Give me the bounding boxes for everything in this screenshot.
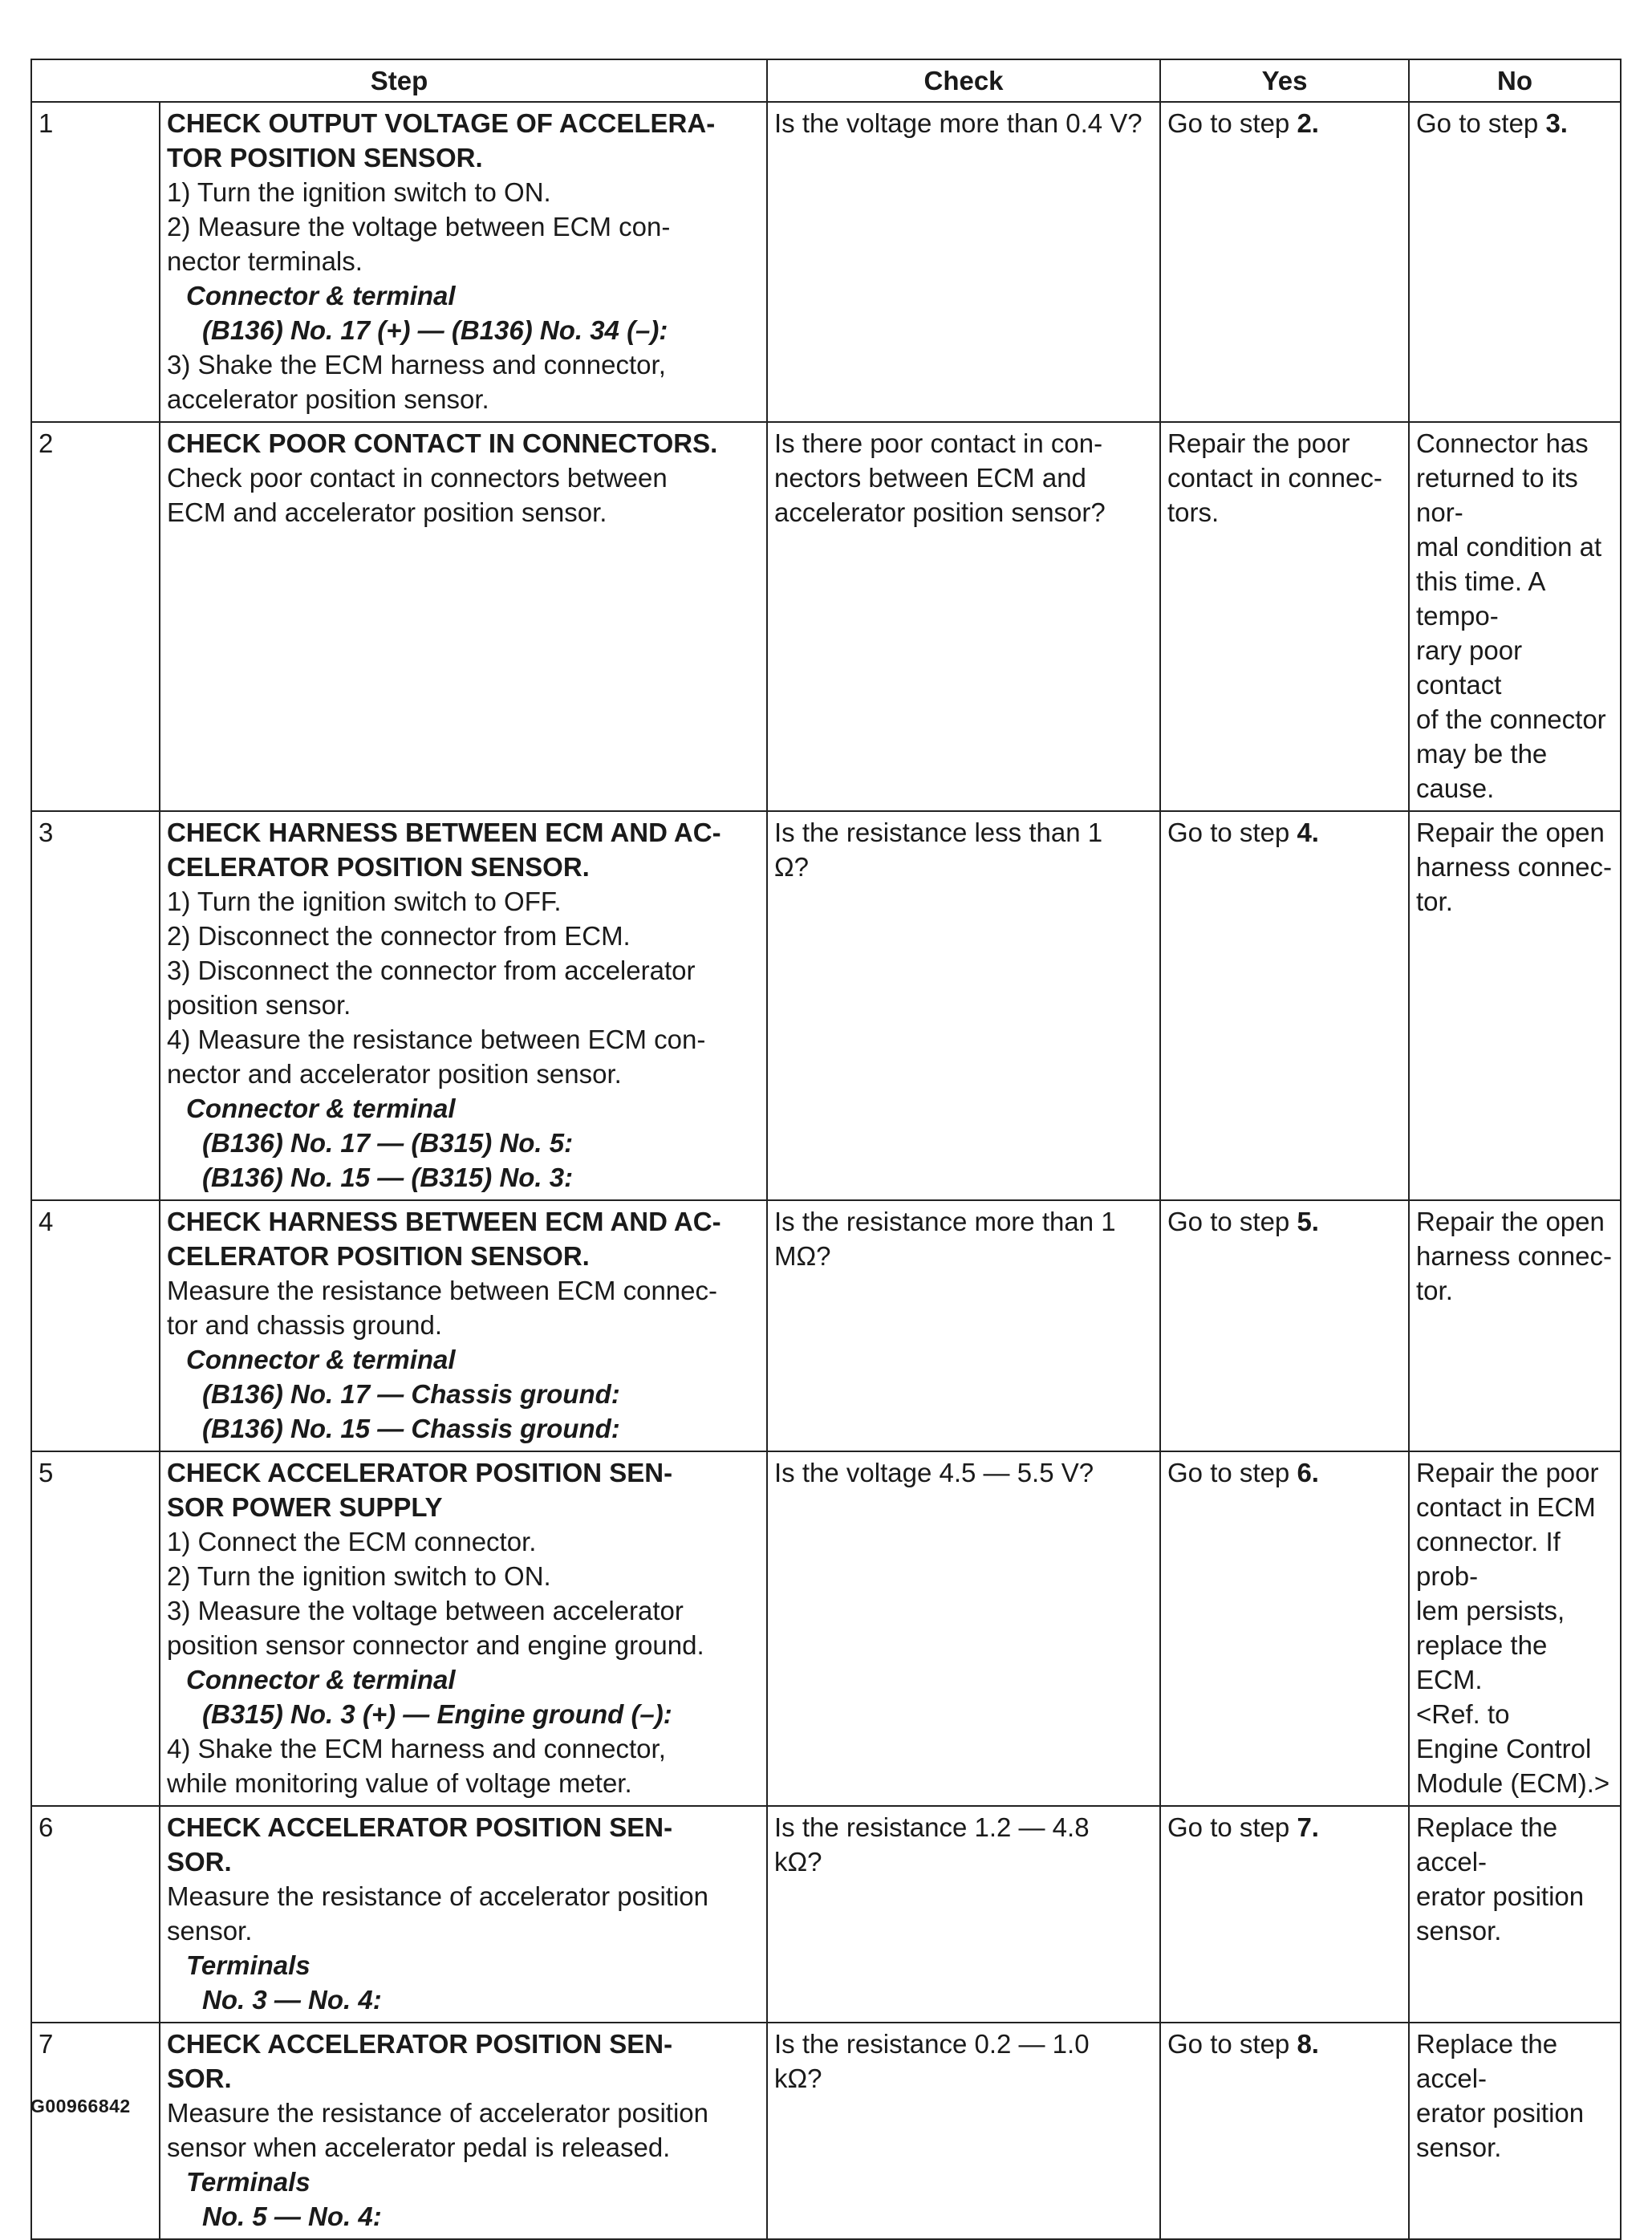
yes-goto-text: Go to step [1167, 1207, 1297, 1236]
yes-text-line: Repair the poor [1167, 428, 1350, 458]
check-question [767, 1200, 1160, 1451]
header-step: Step [31, 59, 767, 102]
step-instruction: ECM and accelerator position sensor. [167, 497, 607, 527]
step-title: CHECK HARNESS BETWEEN ECM AND AC- [167, 1207, 721, 1236]
no-action [1409, 1451, 1621, 1806]
no-text-line: rary poor contact [1416, 635, 1523, 700]
connector-terminal: (B136) No. 17 — (B315) No. 5: [202, 1128, 574, 1158]
table-row [31, 811, 1621, 1200]
check-question [767, 1451, 1160, 1806]
check-question [767, 811, 1160, 1200]
no-text-line: Replace the accel- [1416, 2029, 1558, 2093]
step-instruction: 2) Disconnect the connector from ECM. [167, 921, 631, 951]
no-text-line: erator position [1416, 1881, 1585, 1911]
step-instruction: position sensor. [167, 990, 351, 1020]
step-title: CHECK HARNESS BETWEEN ECM AND AC- [167, 818, 721, 847]
no-text-line: Repair the open [1416, 1207, 1605, 1236]
connector-heading: Connector & terminal [186, 281, 456, 310]
step-instruction: position sensor connector and engine ground. [167, 1630, 704, 1660]
table-row [31, 422, 1621, 811]
check-line: MΩ? [774, 1241, 831, 1271]
yes-action [1160, 1451, 1409, 1806]
step-description [160, 1451, 767, 1806]
check-question [767, 1806, 1160, 2023]
no-text-line: sensor. [1416, 1916, 1502, 1946]
step-number: 1 [31, 102, 160, 422]
yes-goto-step: 2. [1297, 108, 1319, 138]
step-instruction: Measure the resistance of accelerator position [167, 2098, 709, 2128]
yes-action [1160, 1200, 1409, 1451]
no-text-line: Repair the open [1416, 818, 1605, 847]
no-text-line: harness connec- [1416, 1241, 1612, 1271]
no-action [1409, 102, 1621, 422]
table-row [31, 1806, 1621, 2023]
check-line: Ω? [774, 852, 810, 882]
no-text-line: tor. [1416, 1276, 1453, 1305]
connector-terminal: No. 5 — No. 4: [202, 2201, 382, 2231]
step-instruction: 3) Shake the ECM harness and connector, [167, 350, 666, 379]
no-text-line: mal condition at [1416, 532, 1602, 562]
header-check: Check [767, 59, 1160, 102]
connector-terminal: (B136) No. 15 — (B315) No. 3: [202, 1163, 574, 1192]
check-line: Is the resistance 1.2 — 4.8 [774, 1812, 1090, 1842]
yes-goto-step: 7. [1297, 1812, 1319, 1842]
no-action [1409, 1806, 1621, 2023]
step-instruction: 3) Disconnect the connector from accelerator [167, 956, 696, 985]
connector-terminal: (B136) No. 15 — Chassis ground: [202, 1414, 620, 1443]
step-description [160, 811, 767, 1200]
no-text-line: contact in ECM [1416, 1492, 1596, 1522]
step-number: 5 [31, 1451, 160, 1806]
yes-text-line: tors. [1167, 497, 1220, 527]
connector-heading: Connector & terminal [186, 1345, 456, 1374]
connector-terminal: (B136) No. 17 — Chassis ground: [202, 1379, 620, 1409]
step-instruction: accelerator position sensor. [167, 384, 489, 414]
step-title: CHECK ACCELERATOR POSITION SEN- [167, 1812, 673, 1842]
check-line: Is there poor contact in con- [774, 428, 1103, 458]
yes-action [1160, 811, 1409, 1200]
check-line: Is the voltage 4.5 — 5.5 V? [774, 1458, 1094, 1487]
step-number: 2 [31, 422, 160, 811]
no-action [1409, 422, 1621, 811]
connector-heading: Terminals [186, 2167, 311, 2197]
step-title: CELERATOR POSITION SENSOR. [167, 852, 590, 882]
step-instruction: sensor when accelerator pedal is released. [167, 2132, 671, 2162]
yes-goto [1167, 1810, 1402, 1844]
yes-goto-step: 5. [1297, 1207, 1319, 1236]
step-number: 4 [31, 1200, 160, 1451]
check-question [767, 2023, 1160, 2239]
step-instruction: 1) Turn the ignition switch to ON. [167, 177, 551, 207]
yes-goto [1167, 815, 1402, 850]
connector-terminal: (B315) No. 3 (+) — Engine ground (–): [202, 1699, 672, 1729]
no-goto [1416, 106, 1613, 140]
table-row [31, 1451, 1621, 1806]
step-instruction: 1) Connect the ECM connector. [167, 1527, 537, 1556]
step-instruction: while monitoring value of voltage meter. [167, 1768, 632, 1798]
check-question [767, 102, 1160, 422]
table-row [31, 102, 1621, 422]
no-goto-text: Go to step [1416, 108, 1546, 138]
step-instruction: 3) Measure the voltage between accelerator [167, 1596, 684, 1625]
connector-terminal: No. 3 — No. 4: [202, 1985, 382, 2015]
no-text-line: connector. If prob- [1416, 1527, 1561, 1591]
no-text-line: Module (ECM).> [1416, 1768, 1610, 1798]
no-text-line: Repair the poor [1416, 1458, 1599, 1487]
check-line: Is the voltage more than 0.4 V? [774, 108, 1143, 138]
connector-heading: Connector & terminal [186, 1094, 456, 1123]
step-instruction: 4) Measure the resistance between ECM con- [167, 1025, 706, 1054]
step-title: CHECK ACCELERATOR POSITION SEN- [167, 2029, 673, 2059]
step-instruction: Check poor contact in connectors between [167, 463, 668, 493]
yes-goto [1167, 2027, 1402, 2061]
step-number: 3 [31, 811, 160, 1200]
step-title: CHECK OUTPUT VOLTAGE OF ACCELERA- [167, 108, 716, 138]
table-row [31, 2023, 1621, 2239]
yes-goto-text: Go to step [1167, 1458, 1297, 1487]
yes-action [1160, 422, 1409, 811]
yes-goto-step: 8. [1297, 2029, 1319, 2059]
check-line: nectors between ECM and [774, 463, 1086, 493]
step-description [160, 1200, 767, 1451]
no-text-line: erator position [1416, 2098, 1585, 2128]
yes-action [1160, 1806, 1409, 2023]
table-row [31, 1200, 1621, 1451]
step-description [160, 1806, 767, 2023]
check-question [767, 422, 1160, 811]
no-action [1409, 811, 1621, 1200]
header-no: No [1409, 59, 1621, 102]
yes-goto-text: Go to step [1167, 818, 1297, 847]
diagnostic-table [30, 59, 1622, 2240]
yes-goto-text: Go to step [1167, 1812, 1297, 1842]
no-text-line: of the connector [1416, 704, 1606, 734]
yes-goto [1167, 106, 1402, 140]
no-text-line: Connector has [1416, 428, 1589, 458]
yes-goto [1167, 1455, 1402, 1490]
no-action [1409, 2023, 1621, 2239]
step-title: CHECK POOR CONTACT IN CONNECTORS. [167, 428, 718, 458]
yes-goto-text: Go to step [1167, 2029, 1297, 2059]
no-text-line: Replace the accel- [1416, 1812, 1558, 1877]
step-description [160, 2023, 767, 2239]
yes-action [1160, 102, 1409, 422]
no-text-line: replace the ECM. [1416, 1630, 1548, 1694]
step-instruction: Measure the resistance of accelerator position [167, 1881, 709, 1911]
no-text-line: returned to its nor- [1416, 463, 1578, 527]
connector-heading: Terminals [186, 1950, 311, 1980]
check-line: kΩ? [774, 2063, 822, 2093]
header-yes: Yes [1160, 59, 1409, 102]
connector-terminal: (B136) No. 17 (+) — (B136) No. 34 (–): [202, 315, 668, 345]
step-title: SOR POWER SUPPLY [167, 1492, 443, 1522]
step-instruction: Measure the resistance between ECM connec- [167, 1276, 718, 1305]
step-title: TOR POSITION SENSOR. [167, 143, 483, 172]
step-instruction: 2) Turn the ignition switch to ON. [167, 1561, 551, 1591]
figure-id: G00966842 [30, 2096, 131, 2116]
yes-goto [1167, 1204, 1402, 1239]
check-line: kΩ? [774, 1847, 822, 1877]
no-text-line: Engine Control [1416, 1734, 1592, 1763]
step-instruction: tor and chassis ground. [167, 1310, 443, 1340]
step-title: CHECK ACCELERATOR POSITION SEN- [167, 1458, 673, 1487]
check-line: Is the resistance more than 1 [774, 1207, 1116, 1236]
step-title: SOR. [167, 2063, 232, 2093]
step-description [160, 102, 767, 422]
no-text-line: sensor. [1416, 2132, 1502, 2162]
no-text-line: may be the cause. [1416, 739, 1548, 803]
step-instruction: nector and accelerator position sensor. [167, 1059, 622, 1089]
no-text-line: harness connec- [1416, 852, 1612, 882]
no-text-line: <Ref. to [1416, 1699, 1510, 1729]
check-line: Is the resistance 0.2 — 1.0 [774, 2029, 1090, 2059]
step-instruction: sensor. [167, 1916, 253, 1946]
check-line: Is the resistance less than 1 [774, 818, 1103, 847]
yes-goto-step: 6. [1297, 1458, 1319, 1487]
no-text-line: tor. [1416, 887, 1453, 916]
check-line: accelerator position sensor? [774, 497, 1106, 527]
step-title: CELERATOR POSITION SENSOR. [167, 1241, 590, 1271]
step-number: 7 [31, 2023, 160, 2239]
step-instruction: 4) Shake the ECM harness and connector, [167, 1734, 666, 1763]
step-number: 6 [31, 1806, 160, 2023]
yes-goto-text: Go to step [1167, 108, 1297, 138]
step-description [160, 422, 767, 811]
yes-goto-step: 4. [1297, 818, 1319, 847]
step-instruction: 1) Turn the ignition switch to OFF. [167, 887, 562, 916]
no-goto-step: 3. [1545, 108, 1568, 138]
step-title: SOR. [167, 1847, 232, 1877]
yes-text-line: contact in connec- [1167, 463, 1382, 493]
step-instruction: 2) Measure the voltage between ECM con- [167, 212, 671, 241]
table-header-row [31, 59, 1621, 102]
yes-action [1160, 2023, 1409, 2239]
no-text-line: lem persists, [1416, 1596, 1565, 1625]
connector-heading: Connector & terminal [186, 1665, 456, 1694]
no-action [1409, 1200, 1621, 1451]
no-text-line: this time. A tempo- [1416, 566, 1544, 631]
step-instruction: nector terminals. [167, 246, 363, 276]
